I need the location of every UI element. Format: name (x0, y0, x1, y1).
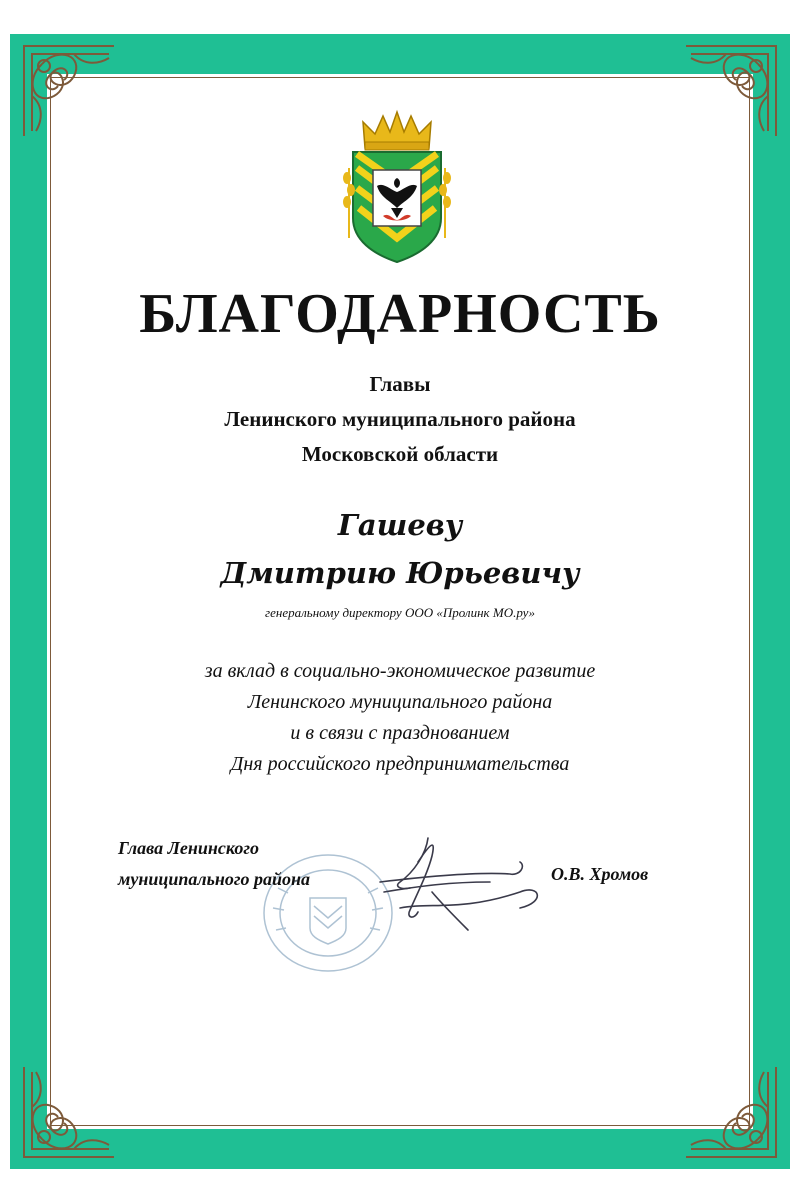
reason-line: и в связи с празднованием (290, 722, 510, 744)
signatory-name: О.В. Хромов (551, 864, 649, 884)
issuer-block (0, 367, 800, 472)
corner-ornament-icon (14, 36, 124, 146)
recipient-position: генеральному директору ООО «Пролинк МО.ру» (265, 605, 535, 620)
issuer-line: Ленинского муниципального района (224, 407, 576, 431)
signatory-title (118, 833, 310, 895)
reason-line: Дня российского предпринимательства (230, 753, 570, 775)
corner-ornament-icon (676, 1057, 786, 1167)
issuer-line: Московской области (301, 442, 499, 466)
crown-icon (363, 112, 431, 150)
corner-ornament-icon (14, 1057, 124, 1167)
reason-block (0, 656, 800, 780)
recipient-surname: Гашеву (337, 508, 463, 542)
recipient-name: Дмитрию Юрьевичу (220, 556, 580, 590)
reason-line: Ленинского муниципального района (247, 691, 553, 713)
signatory-title-line: Глава Ленинского (118, 838, 259, 858)
corner-ornament-icon (676, 36, 786, 146)
issuer-line: Главы (369, 372, 431, 396)
reason-line: за вклад в социально-экономическое развитие (204, 660, 596, 682)
coat-of-arms-emblem (343, 108, 451, 268)
handwritten-signature (370, 832, 550, 937)
signatory-title-line: муниципального района (118, 869, 310, 889)
document-title: БЛАГОДАРНОСТЬ (139, 283, 661, 345)
